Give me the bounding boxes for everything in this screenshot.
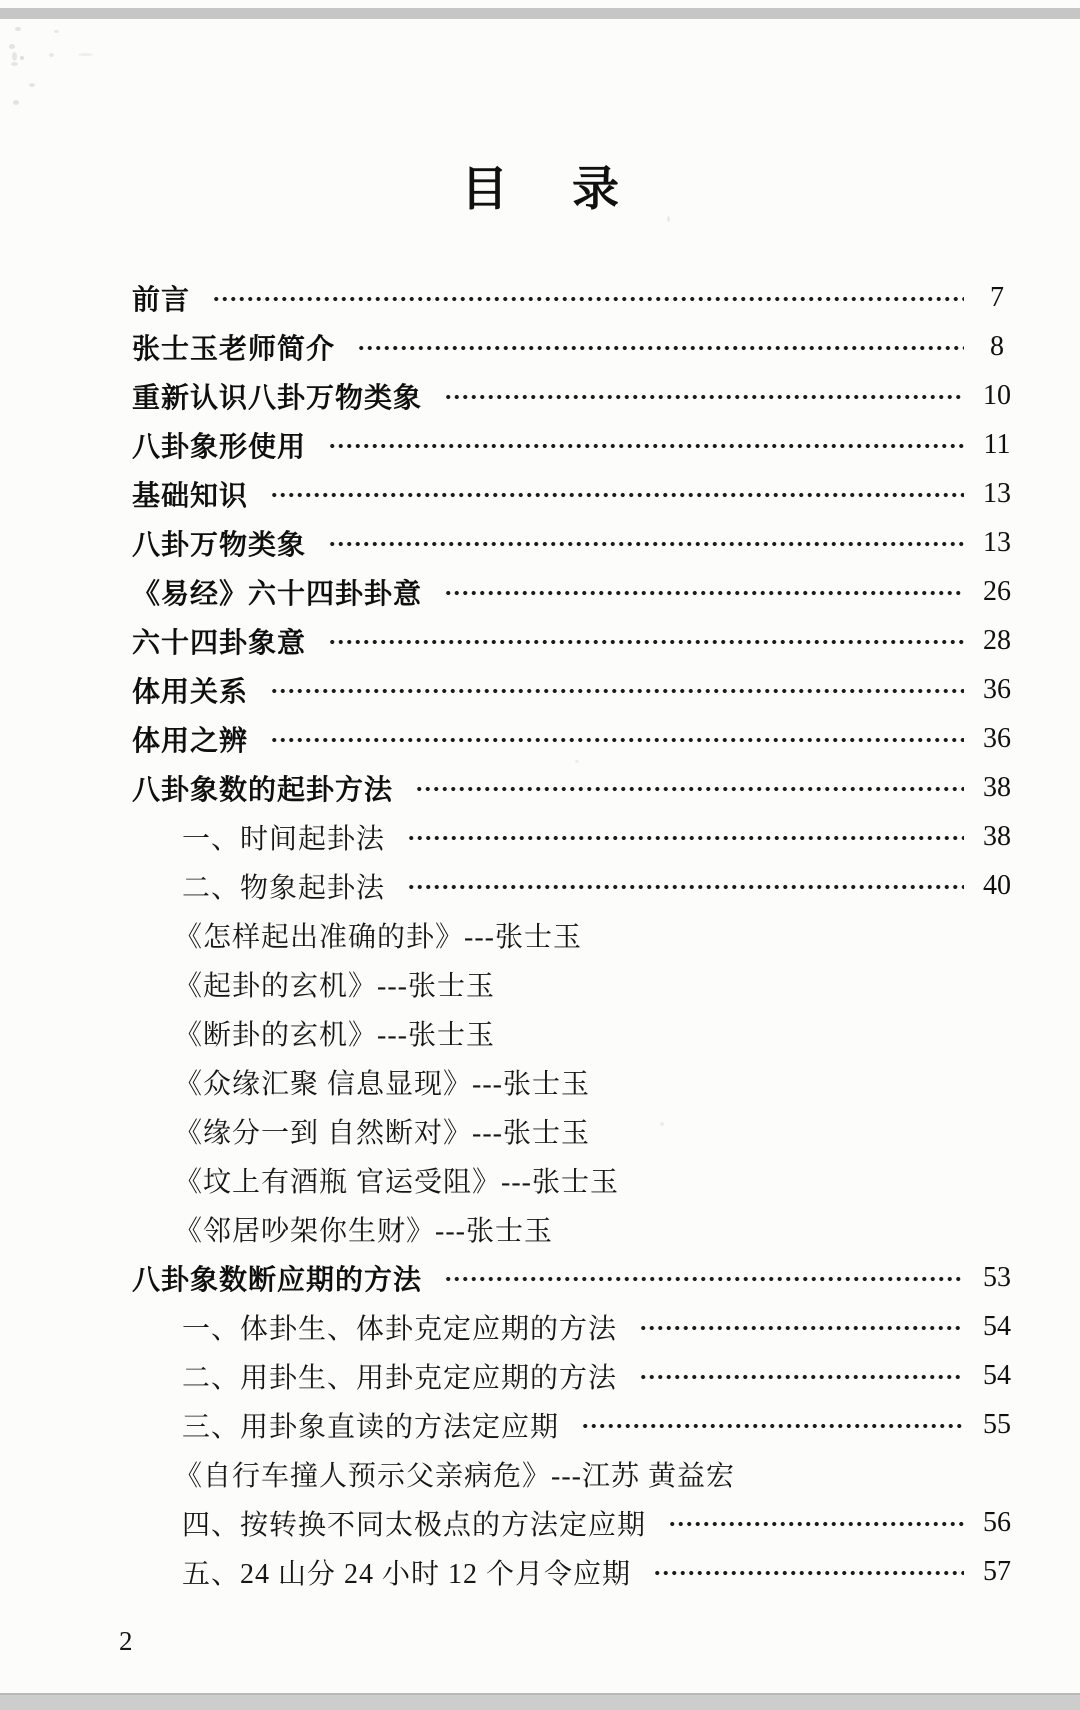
toc-entry — [132, 1449, 1024, 1498]
toc-entry-label: 张士玉老师简介 — [132, 332, 336, 364]
toc-entry-label: 《起卦的玄机》---张士玉 — [174, 970, 495, 1002]
toc-entry-page: 36 — [983, 722, 1011, 754]
dot-leader — [668, 1520, 964, 1528]
toc-entry — [132, 1351, 1024, 1400]
dot-leader — [639, 1324, 964, 1332]
toc-entry-label: 八卦象数的起卦方法 — [132, 773, 394, 805]
toc-entry — [132, 1057, 1024, 1106]
toc-entry-label: 《断卦的玄机》---张士玉 — [174, 1019, 495, 1051]
scan-speck — [12, 52, 17, 61]
toc-entry-page: 26 — [983, 575, 1011, 607]
toc-entry-page: 7 — [990, 281, 1004, 313]
toc-entry — [132, 322, 1024, 371]
toc-entry-page: 10 — [983, 379, 1011, 411]
toc-entry-page: 54 — [983, 1310, 1011, 1342]
dot-leader — [328, 540, 964, 548]
toc-entry-label: 四、按转换不同太极点的方法定应期 — [182, 1509, 647, 1541]
folio-page-number: 2 — [119, 1626, 133, 1656]
toc-entry — [132, 1204, 1024, 1253]
toc-entry-label: 《易经》六十四卦卦意 — [132, 577, 423, 609]
toc-entry — [132, 469, 1024, 518]
scan-speck — [78, 53, 93, 56]
scan-speck — [15, 27, 21, 31]
toc-entry-label: 基础知识 — [132, 479, 249, 511]
dot-leader — [270, 491, 964, 499]
scan-speck — [49, 53, 54, 57]
toc-entry — [132, 420, 1024, 469]
dot-leader — [212, 295, 964, 303]
toc-entry-page: 36 — [983, 673, 1011, 705]
toc-entry-label: 体用关系 — [132, 675, 249, 707]
toc-entry-page: 8 — [990, 330, 1004, 362]
toc-entry-label: 一、体卦生、体卦克定应期的方法 — [182, 1313, 618, 1345]
toc-entry-label: 《自行车撞人预示父亲病危》---江苏 黄益宏 — [174, 1460, 735, 1492]
toc-entry-page: 28 — [983, 624, 1011, 656]
scan-speck — [29, 83, 35, 87]
toc-entry-label: 五、24 山分 24 小时 12 个月令应期 — [182, 1558, 632, 1590]
dot-leader — [328, 638, 964, 646]
toc-entry — [132, 1106, 1024, 1155]
dot-leader — [357, 344, 964, 352]
toc-entry-page: 56 — [983, 1506, 1011, 1538]
toc-entry — [132, 1498, 1024, 1547]
page-title-char-left: 目 — [461, 162, 508, 215]
toc-entry — [132, 1302, 1024, 1351]
dot-leader — [407, 883, 964, 891]
dot-leader — [407, 834, 964, 842]
dot-leader — [444, 589, 964, 597]
toc-entry-page: 55 — [983, 1408, 1011, 1440]
toc-entry-label: 二、用卦生、用卦克定应期的方法 — [182, 1362, 618, 1394]
toc-entry — [132, 1008, 1024, 1057]
dot-leader — [581, 1422, 964, 1430]
toc-entry-label: 体用之辨 — [132, 724, 249, 756]
toc-entry — [132, 1547, 1024, 1596]
toc-entry-label: 八卦象数断应期的方法 — [132, 1263, 423, 1295]
toc-entry-label: 六十四卦象意 — [132, 626, 307, 658]
toc-entry — [132, 763, 1024, 812]
dot-leader — [653, 1569, 964, 1577]
toc-entry-label: 重新认识八卦万物类象 — [132, 381, 423, 413]
scan-artifact-top-bar — [0, 8, 1080, 19]
toc-entry — [132, 1155, 1024, 1204]
toc-entry-page: 54 — [983, 1359, 1011, 1391]
toc-entry-page: 13 — [983, 477, 1011, 509]
toc-entry-label: 一、时间起卦法 — [182, 823, 386, 855]
toc-entry-label: 《邻居吵架你生财》---张士玉 — [174, 1215, 553, 1247]
toc-entry-page: 13 — [983, 526, 1011, 558]
toc-entry-page: 53 — [983, 1261, 1011, 1293]
scan-speck — [54, 30, 59, 33]
dot-leader — [328, 442, 964, 450]
toc-entry — [132, 665, 1024, 714]
toc-entry-page: 57 — [983, 1555, 1011, 1587]
toc-entry — [132, 861, 1024, 910]
dot-leader — [639, 1373, 964, 1381]
toc-entry — [132, 273, 1024, 322]
dot-leader — [415, 785, 964, 793]
toc-entry — [132, 616, 1024, 665]
toc-entry — [132, 714, 1024, 763]
toc-entry — [132, 1253, 1024, 1302]
dot-leader — [270, 736, 964, 744]
page-title-char-right: 录 — [572, 162, 619, 215]
toc-entry — [132, 812, 1024, 861]
toc-entry-label: 《缘分一到 自然断对》---张士玉 — [174, 1117, 590, 1149]
toc-entry-label: 二、物象起卦法 — [182, 872, 386, 904]
toc-entry-page: 38 — [983, 820, 1011, 852]
toc-entry-label: 《众缘汇聚 信息显现》---张士玉 — [174, 1068, 590, 1100]
toc-entry-label: 《怎样起出准确的卦》---张士玉 — [174, 921, 582, 953]
toc-entry — [132, 910, 1024, 959]
toc-entry-label: 八卦万物类象 — [132, 528, 307, 560]
toc-entry — [132, 959, 1024, 1008]
scan-speck — [20, 56, 24, 60]
page-title — [0, 152, 1080, 219]
toc-entry-page: 11 — [983, 428, 1011, 460]
toc-entry — [132, 518, 1024, 567]
dot-leader — [270, 687, 964, 695]
scan-speck — [11, 62, 18, 66]
toc-entry-label: 《坟上有酒瓶 官运受阻》---张士玉 — [174, 1166, 619, 1198]
toc-entry — [132, 1400, 1024, 1449]
toc-entry-page: 40 — [983, 869, 1011, 901]
toc-entry — [132, 567, 1024, 616]
toc-entry-label: 八卦象形使用 — [132, 430, 307, 462]
toc-entry-label: 前言 — [132, 283, 191, 315]
scan-artifact-bottom-bar — [0, 1693, 1080, 1710]
toc-entry-label: 三、用卦象直读的方法定应期 — [182, 1411, 560, 1443]
toc-list — [132, 273, 1024, 1596]
dot-leader — [444, 1275, 964, 1283]
scan-speck — [13, 100, 19, 105]
toc-entry-page: 38 — [983, 771, 1011, 803]
scan-speck — [9, 44, 15, 49]
toc-entry — [132, 371, 1024, 420]
dot-leader — [444, 393, 964, 401]
